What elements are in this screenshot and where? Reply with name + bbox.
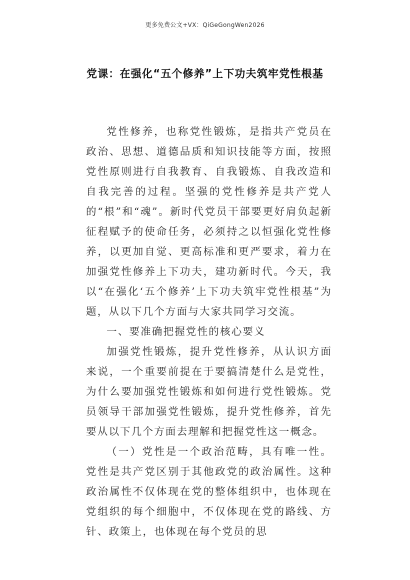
paragraph-intro: 党性修养，也称党性锻炼，是指共产党员在政治、思想、道德品质和知识技能等方面，按照党性原则进行自我教育、自我锻炼、自我改造和自我完善的过程。坚强的党性修养是共产党人的“根”和“魂”。新时代党员干部要更好肩负起新征程赋予的使命任务，必须持之以恒强化党性修养，以更加自觉、更高标准和更严要求，着力在加强党性修养上下功夫，建功新时代。今天，我以“在强化‘五个修养’上下功夫筑牢党性根基”为题，从以下几个方面与大家共同学习交流。 xyxy=(86,126,332,318)
paragraph-section-1: 加强党性锻炼，提升党性修养，从认识方面来说，一个重要前提在于要搞清楚什么是党性，为什么要加强党性锻炼和如何进行党性锻炼。党员领导干部加强党性锻炼，提升党性修养，首先要从以下几个方面去理解和把握党性这一概念。 xyxy=(86,346,332,438)
document-body xyxy=(86,122,332,542)
document-title: 党课：在强化“五个修养”上下功夫筑牢党性根基 xyxy=(86,68,324,80)
header-note: 更多免费公文+VX：QiGeGongWen2026 xyxy=(145,22,265,29)
paragraph-subsection-1: （一）党性是一个政治范畴，具有唯一性。党性是共产党区别于其他政党的政治属性。这种政治属性不仅体现在党的整体组织中，也体现在党组织的每个细胞中，不仅体现在党的路线、方针、政策上，也体现在每个党员的思 xyxy=(86,446,332,538)
section-heading-1: 一、要准确把握党性的核心要义 xyxy=(106,326,266,338)
